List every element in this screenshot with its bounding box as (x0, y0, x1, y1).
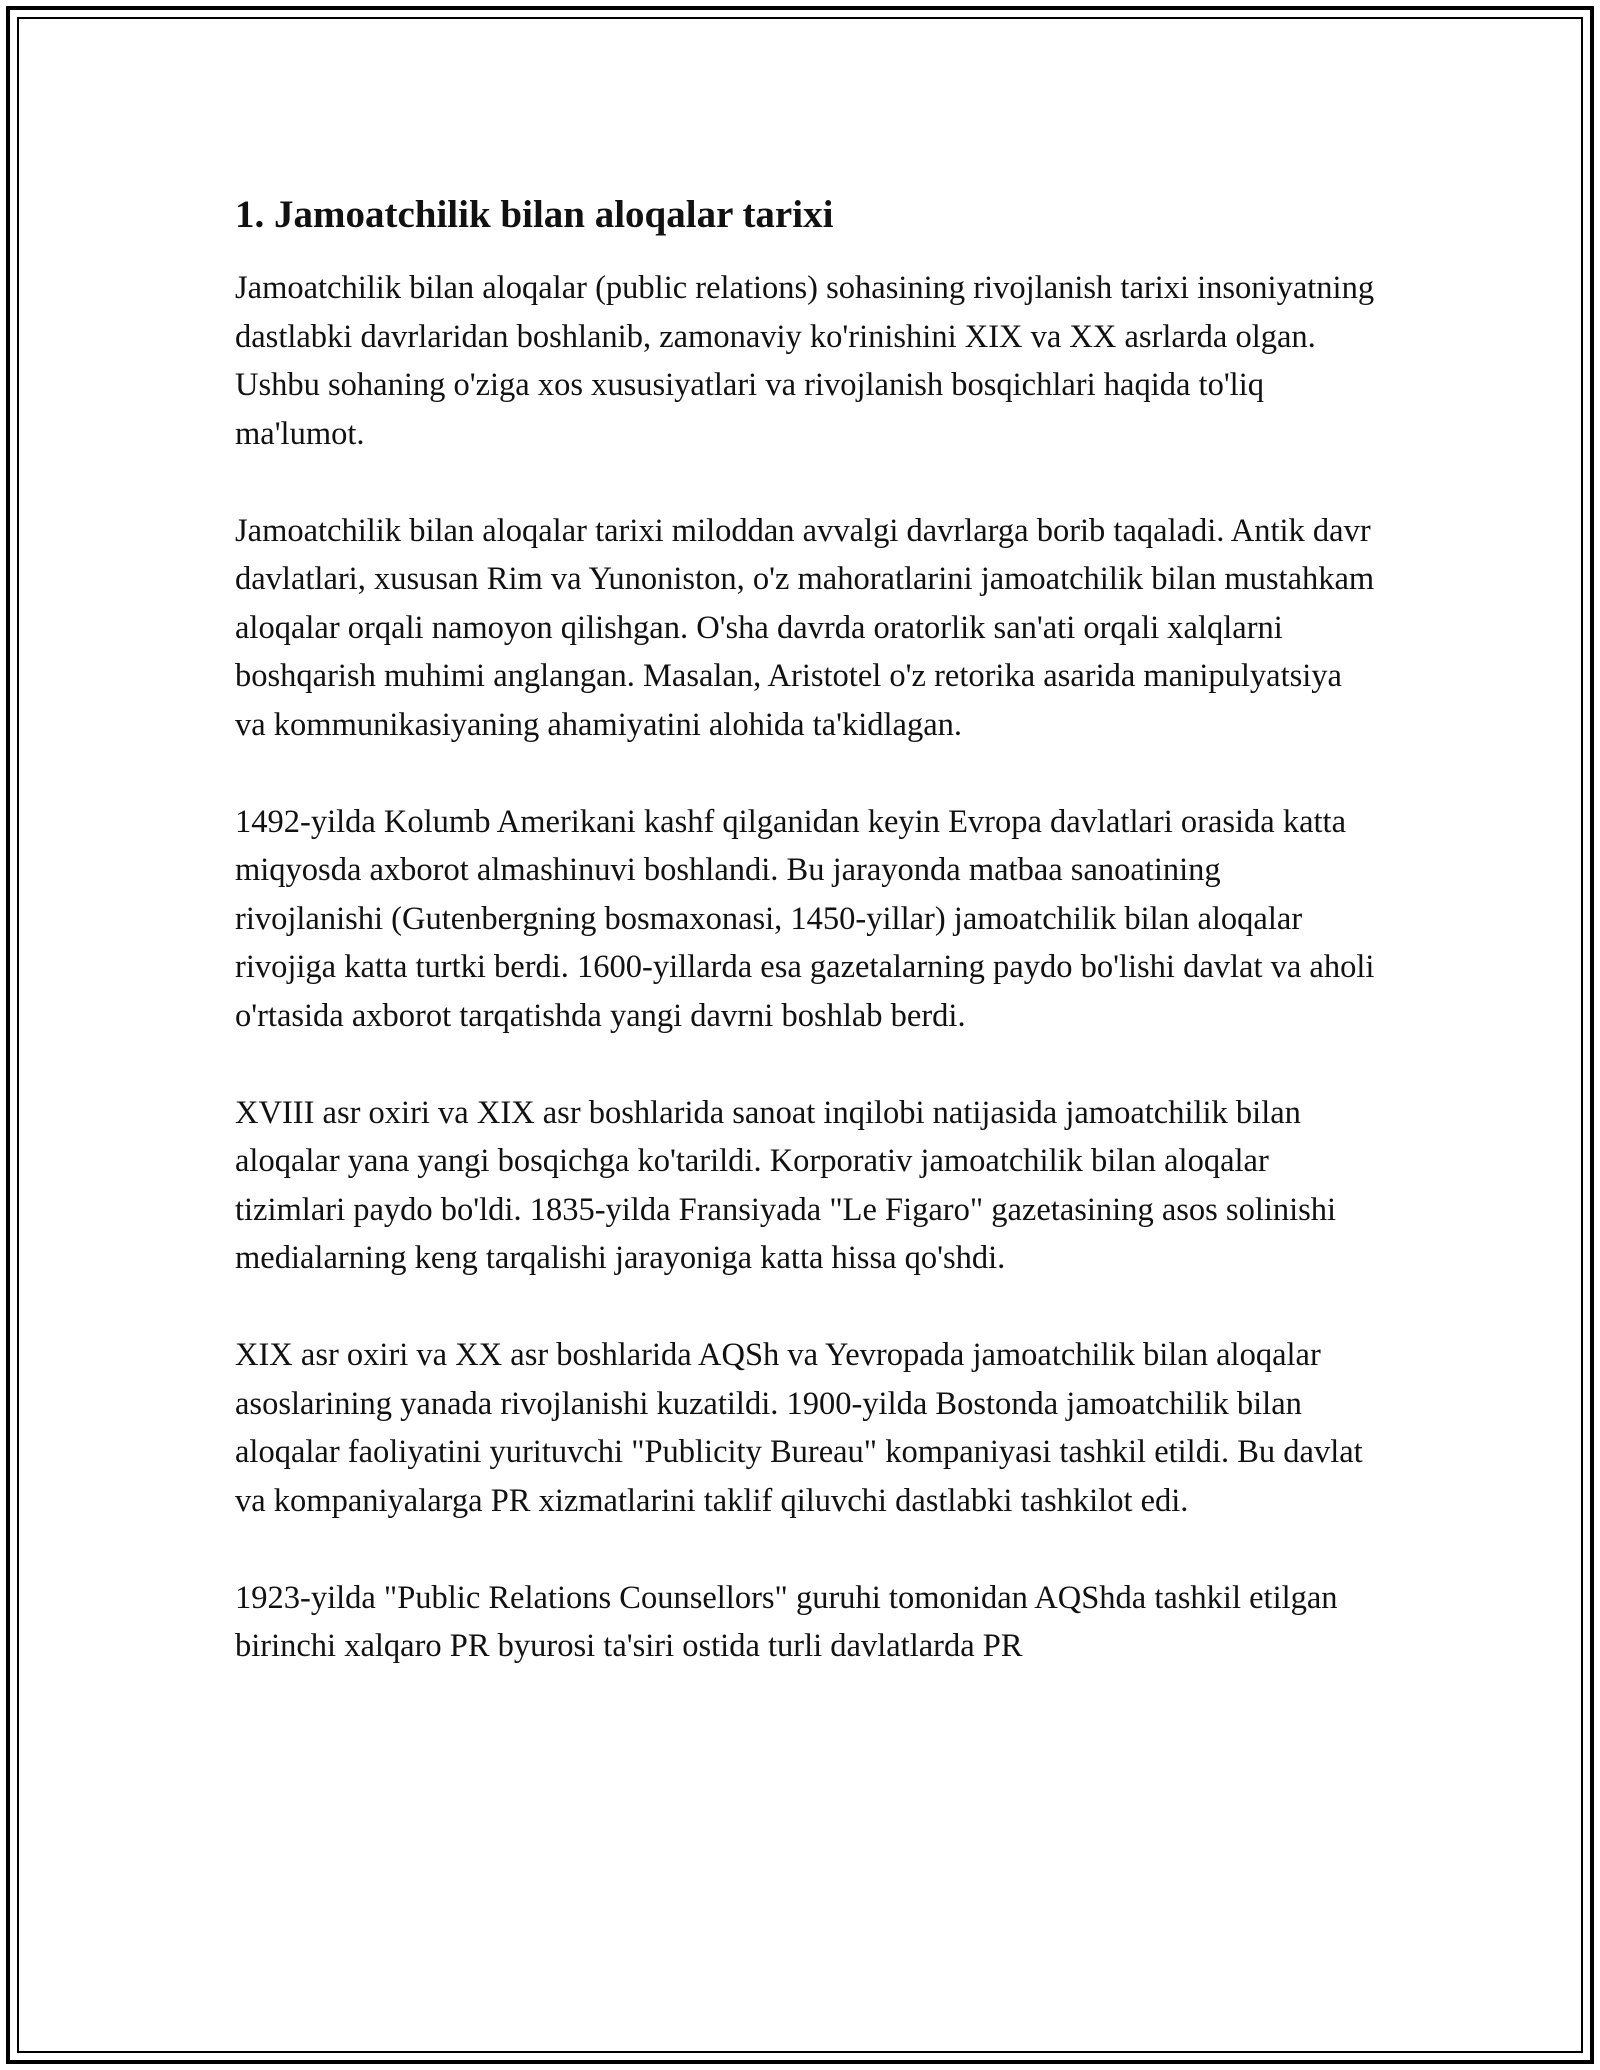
paragraph-4: XVIII asr oxiri va XIX asr boshlarida sanoat inqilobi natijasida jamoatchilik bilan aloqalar yana yangi bosqichga ko'tarildi. Korporativ jamoatchilik bilan aloqalar tizimlari paydo bo'ldi. 1835-yilda Fransiyada "Le Figaro" gazetasining asos solinishi medialarning keng tarqalishi jarayoniga katta hissa qo'shdi. (235, 1094, 1337, 1276)
paragraph-3: 1492-yilda Kolumb Amerikani kashf qilganidan keyin Evropa davlatlari orasida katta miqyosda axborot almashinuvi boshlandi. Bu jarayonda matbaa sanoatining rivojlanishi (Gutenbergning bosmaxonasi, 1450-yillar) jamoatchilik bilan aloqalar rivojiga katta turtki berdi. 1600-yillarda esa gazetalarning paydo bo'lishi davlat va aholi o'rtasida axborot tarqatishda yangi davrni boshlab berdi. (235, 803, 1375, 1034)
paragraph-2: Jamoatchilik bilan aloqalar tarixi miloddan avvalgi davrlarga borib taqaladi. Antik davr davlatlari, xususan Rim va Yunoniston, o'z mahoratlarini jamoatchilik bilan mustahkam aloqalar orqali namoyon qilishgan. O'sha davrda oratorlik san'ati orqali xalqlarni boshqarish muhimi anglangan. Masalan, Aristotel o'z retorika asarida manipulyatsiya va kommunikasiyaning ahamiyatini alohida ta'kidlagan. (235, 512, 1375, 743)
paragraph-5: XIX asr oxiri va XX asr boshlarida AQSh va Yevropada jamoatchilik bilan aloqalar asoslarining yanada rivojlanishi kuzatildi. 1900-yilda Bostonda jamoatchilik bilan aloqalar faoliyatini yurituvchi "Publicity Bureau" kompaniyasi tashkil etildi. Bu davlat va kompaniyalarga PR xizmatlarini taklif qiluvchi dastlabki tashkilot edi. (235, 1337, 1363, 1519)
section-title: 1. Jamoatchilik bilan aloqalar tarixi (235, 193, 834, 236)
document-body (235, 190, 1375, 1671)
paragraph-6: 1923-yilda "Public Relations Counsellors" guruhi tomonidan AQShda tashkil etilgan birinchi xalqaro PR byurosi ta'siri ostida turli davlatlarda PR (235, 1579, 1338, 1664)
paragraph-1: Jamoatchilik bilan aloqalar (public relations) sohasining rivojlanish tarixi insoniyatning dastlabki davrlaridan boshlanib, zamonaviy ko'rinishini XIX va XX asrlarda olgan. Ushbu sohaning o'ziga xos xususiyatlari va rivojlanish bosqichlari haqida to'liq ma'lumot. (235, 270, 1375, 452)
